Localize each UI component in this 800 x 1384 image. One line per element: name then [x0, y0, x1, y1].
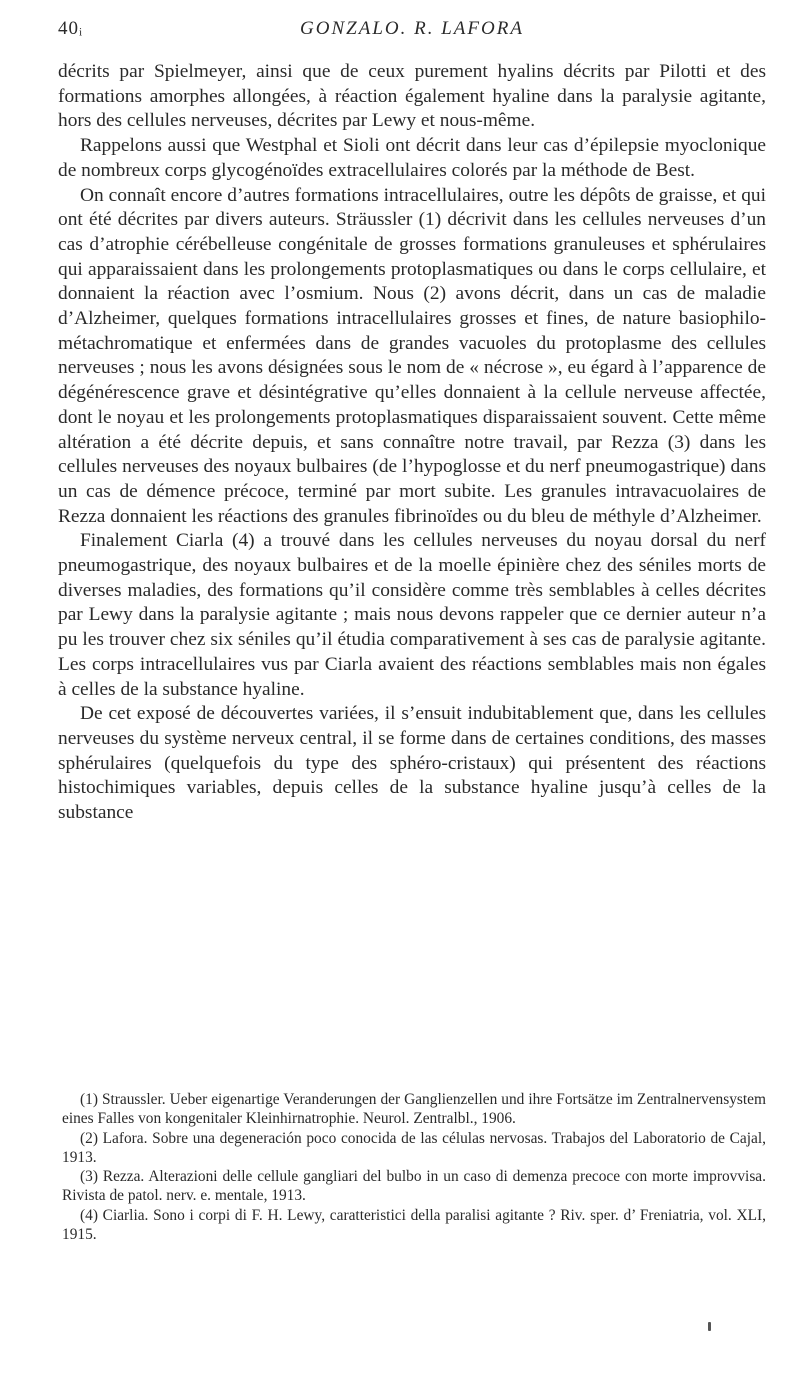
paragraph: décrits par Spielmeyer, ainsi que de ceux purement hyalins décrits par Pilotti et des formations amorphes allongées, à réaction également hyaline dans la paralysie agitante, hors des cellules nerveuses, décrites par Lewy et nous-même.	[58, 61, 766, 132]
footnote: (1) Straussler. Ueber eigenartige Veranderungen der Ganglienzellen und ihre Fortsätze im Zentralnervensystem eines Falles von kongenitaler Kleinhirnatrophie. Neurol. Zentralbl., 1906.	[62, 1091, 766, 1128]
running-title: GONZALO. R. LAFORA	[300, 18, 524, 39]
paragraph: De cet exposé de découvertes variées, il s’ensuit indubitablement que, dans les cellules nerveuses du système nerveux central, il se forme dans de certaines conditions, des masses sphérulaires (quelquefois du type des sphéro-cristaux) qui présentent des réactions histochimiques variables, depuis celles de la substance hyaline jusqu’à celles de la substance	[58, 703, 766, 824]
page-header	[58, 18, 766, 46]
paragraph: On connaît encore d’autres formations intracellulaires, outre les dépôts de graisse, et qui ont été décrites par divers auteurs. Sträussler (1) décrivit dans les cellules nerveuses d’un cas d’atrophie cérébelleuse congénitale de grosses formations granuleuses et sphérulaires qui apparaissaient dans les prolongements protoplasmatiques ou dans le corps cellulaire, et donnaient la réaction avec l’osmium. Nous (2) avons décrit, dans un cas de maladie d’Alzheimer, quelques formations intracellulaires grosses et fines, de nature basiophilo-métachromatique et enfermées dans de grandes vacuoles du protoplasme des cellules nerveuses ; nous les avons désignées sous le nom de « nécrose », eu égard à l’apparence de dégénérescence grave et désintégrative qu’elles donnaient à la cellule nerveuse affectée, dont le noyau et les prolongements protoplasmatiques disparaissaient souvent. Cette même altération a été décrite depuis, et sans connaître notre travail, par Rezza (3) dans les cellules nerveuses des noyaux bulbaires (de l’hypoglosse et du nerf pneumogastrique) dans un cas de démence précoce, terminé par mort subite. Les granules intravacuolaires de Rezza donnaient les réactions des granules fibrinoïdes ou du bleu de méthyle d’Alzheimer.	[58, 184, 766, 527]
page-number: 40ᵢ	[58, 18, 84, 39]
footnote: (3) Rezza. Alterazioni delle cellule gangliari del bulbo in un caso di demenza precoce con morte improvvisa. Rivista de patol. nerv. e. mentale, 1913.	[62, 1168, 766, 1205]
footnotes	[62, 1090, 766, 1244]
footnote: (2) Lafora. Sobre una degeneración poco conocida de las células nervosas. Trabajos del Laboratorio de Cajal, 1913.	[62, 1129, 766, 1166]
main-text	[58, 60, 766, 826]
footnote: (4) Ciarlia. Sono i corpi di F. H. Lewy, caratteristici della paralisi agitante ? Riv. sper. d’ Freniatria, vol. XLI, 1915.	[62, 1206, 766, 1244]
ink-speck	[708, 1322, 711, 1331]
paragraph: Rappelons aussi que Westphal et Sioli ont décrit dans leur cas d’épilepsie myoclonique de nombreux corps glycogénoïdes extracellulaires colorés par la méthode de Best.	[58, 135, 766, 181]
paragraph: Finalement Ciarla (4) a trouvé dans les cellules nerveuses du noyau dorsal du nerf pneumogastrique, des noyaux bulbaires et de la moelle épinière chez des séniles morts de diverses maladies, des formations qu’il considère comme très semblables à celles décrites par Lewy dans la paralysie agitante ; mais nous devons rappeler que ce dernier auteur n’a pu les trouver chez six séniles qu’il étudia comparativement à ses cas de paralysie agitante. Les corps intracellulaires vus par Ciarla avaient des réactions semblables mais non égales à celles de la substance hyaline.	[58, 530, 766, 700]
